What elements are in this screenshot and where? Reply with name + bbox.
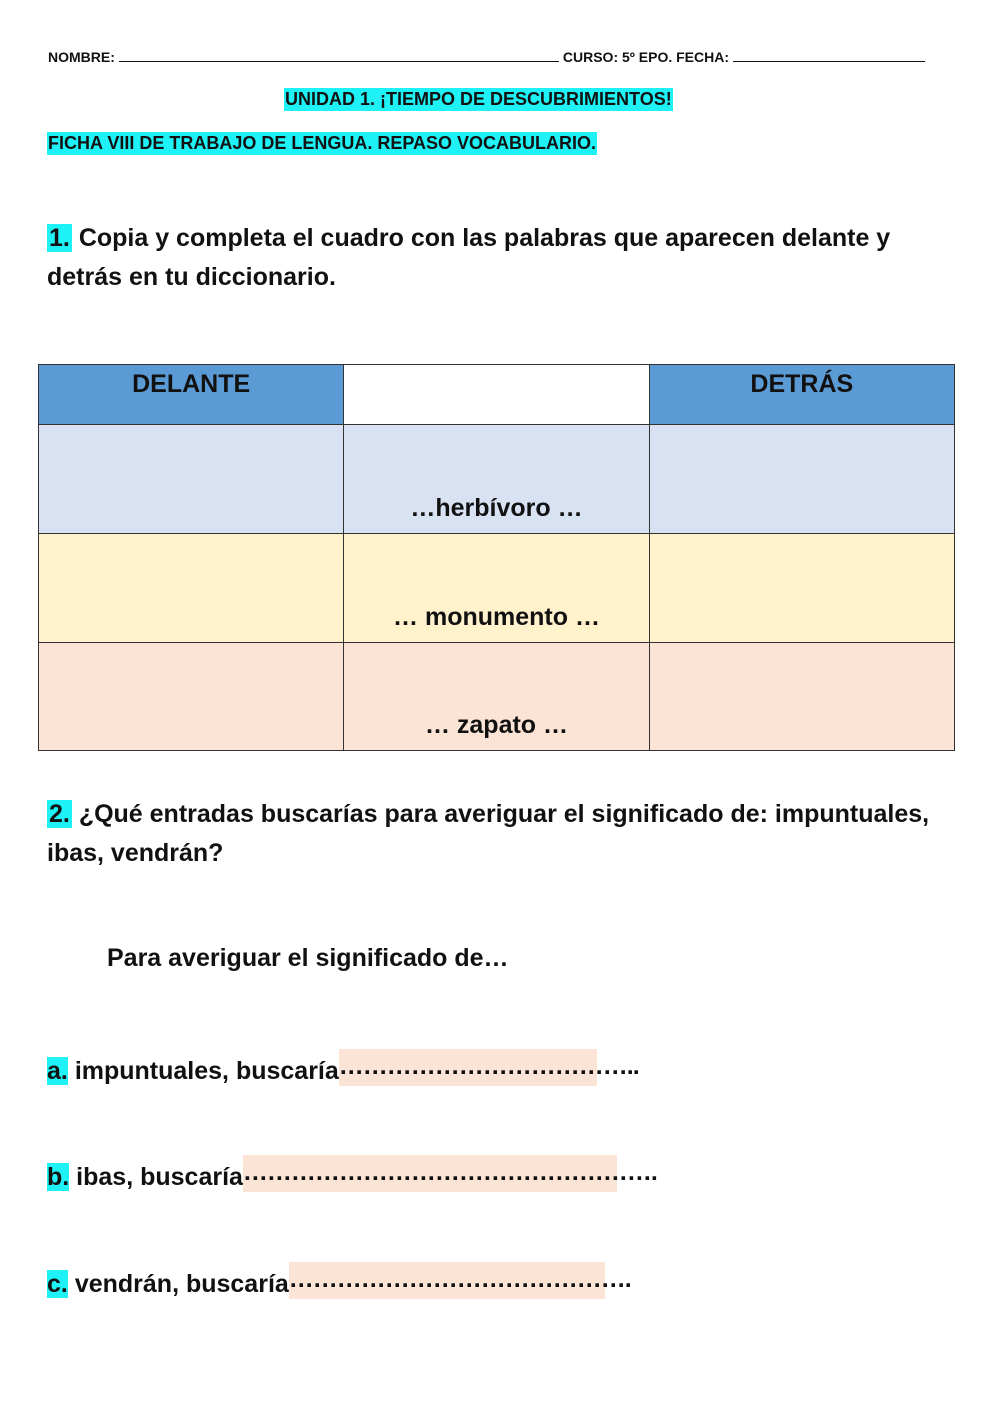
table-row xyxy=(39,643,955,751)
table-row xyxy=(39,425,955,534)
exercise-2-intro: Para averiguar el significado de… xyxy=(107,944,509,972)
fecha-field[interactable] xyxy=(733,49,925,62)
answer-blank-a[interactable]: ……………………………….. xyxy=(339,1049,597,1086)
delante-cell[interactable] xyxy=(39,425,344,534)
curso-fecha-label: CURSO: 5º EPO. FECHA: xyxy=(562,49,730,65)
detras-cell[interactable] xyxy=(649,643,954,751)
answer-blank-c[interactable]: ……………………………………. xyxy=(289,1262,605,1299)
detras-cell[interactable] xyxy=(649,425,954,534)
table-row xyxy=(39,534,955,643)
word-cell: … monumento … xyxy=(344,534,649,643)
answer-blank-b[interactable]: ……………………………………………. xyxy=(243,1155,617,1192)
nombre-field[interactable] xyxy=(119,49,559,62)
item-text: vendrán, buscaría xyxy=(74,1270,289,1298)
item-text: ibas, buscaría xyxy=(76,1163,243,1191)
header-line xyxy=(48,49,953,65)
exercise-2-number: 2. xyxy=(49,800,70,828)
item-text: impuntuales, buscaría xyxy=(74,1057,339,1085)
detras-cell[interactable] xyxy=(649,534,954,643)
delante-cell[interactable] xyxy=(39,534,344,643)
nombre-label: NOMBRE: xyxy=(48,49,115,65)
exercise-1-text: Copia y completa el cuadro con las palabras que aparecen delante y detrás en tu diccionario. xyxy=(47,224,891,291)
exercise-2-prompt xyxy=(47,795,957,873)
dictionary-table xyxy=(38,364,955,751)
item-letter: b. xyxy=(47,1163,70,1191)
sheet-title: FICHA VIII DE TRABAJO DE LENGUA. REPASO VOCABULARIO. xyxy=(48,133,597,153)
exercise-1-prompt xyxy=(47,219,957,297)
answer-item-b xyxy=(47,1155,657,1192)
answer-item-c xyxy=(47,1262,631,1299)
word-cell: … zapato … xyxy=(344,643,649,751)
header-middle xyxy=(344,365,649,425)
item-letter: c. xyxy=(47,1270,68,1298)
item-letter: a. xyxy=(47,1057,68,1085)
exercise-1-number: 1. xyxy=(49,224,70,252)
exercise-2-text: ¿Qué entradas buscarías para averiguar el significado de: impuntuales, ibas, vendrán? xyxy=(47,800,930,867)
delante-cell[interactable] xyxy=(39,643,344,751)
word-cell: …herbívoro … xyxy=(344,425,649,534)
header-detras: DETRÁS xyxy=(649,365,954,425)
unit-title: UNIDAD 1. ¡TIEMPO DE DESCUBRIMIENTOS! xyxy=(285,89,672,109)
answer-item-a xyxy=(47,1049,639,1086)
table-header-row xyxy=(39,365,955,425)
header-delante: DELANTE xyxy=(39,365,344,425)
